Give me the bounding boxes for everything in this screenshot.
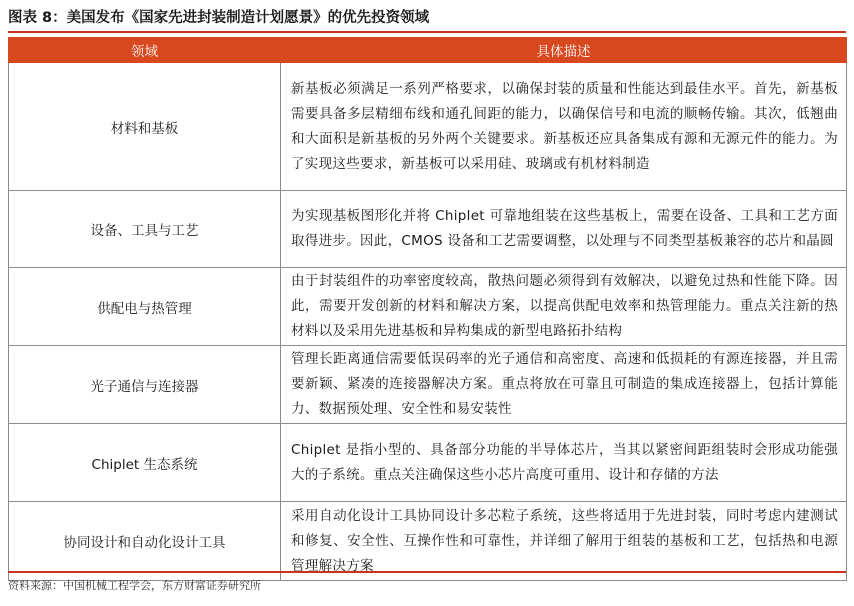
table-row — [9, 346, 847, 424]
table-row — [9, 63, 847, 191]
footer-divider — [8, 571, 846, 573]
description-cell: 为实现基板图形化并将 Chiplet 可靠地组装在这些基板上，需要在设备、工具和工艺方面取得进步。因此，CMOS 设备和工艺需要调整，以处理与不同类型基板兼容的芯片和晶圆 — [281, 191, 847, 268]
field-cell: 供配电与热管理 — [9, 268, 281, 346]
field-cell: 光子通信与连接器 — [9, 346, 281, 424]
description-cell: Chiplet 是指小型的、具备部分功能的半导体芯片，当其以紧密间距组装时会形成功能强大的子系统。重点关注确保这些小芯片高度可重用、设计和存储的方法 — [281, 424, 847, 502]
field-cell: 材料和基板 — [9, 63, 281, 191]
description-cell: 新基板必须满足一系列严格要求，以确保封装的质量和性能达到最佳水平。首先，新基板需要具备多层精细布线和通孔间距的能力，以确保信号和电流的顺畅传输。其次，低翘曲和大面积是新基板的另外两个关键要求。新基板还应具备集成有源和无源元件的能力。为了实现这些要求，新基板可以采用硅、玻璃或有机材料制造 — [281, 63, 847, 191]
field-cell: Chiplet 生态系统 — [9, 424, 281, 502]
column-header-description: 具体描述 — [281, 38, 847, 63]
table-row — [9, 191, 847, 268]
field-cell: 设备、工具与工艺 — [9, 191, 281, 268]
column-header-field: 领域 — [9, 38, 281, 63]
description-cell: 由于封装组件的功率密度较高，散热问题必须得到有效解决，以避免过热和性能下降。因此，需要开发创新的材料和解决方案，以提高供配电效率和热管理能力。重点关注新的热材料以及采用先进基板和异构集成的新型电路拓扑结构 — [281, 268, 847, 346]
description-cell: 采用自动化设计工具协同设计多芯粒子系统，这些将适用于先进封装，同时考虑内建测试和修复、安全性、互操作性和可靠性，并详细了解用于组装的基板和工艺，包括热和电源管理解决方案 — [281, 502, 847, 581]
table-header-row — [9, 38, 847, 63]
field-cell: 协同设计和自动化设计工具 — [9, 502, 281, 581]
table-row — [9, 268, 847, 346]
source-note: 资料来源：中国机械工程学会，东方财富证券研究所 — [8, 579, 261, 592]
title-divider — [8, 31, 846, 33]
figure-title: 图表 8：美国发布《国家先进封装制造计划愿景》的优先投资领域 — [8, 10, 430, 26]
description-cell: 管理长距离通信需要低误码率的光子通信和高密度、高速和低损耗的有源连接器，并且需要新颖、紧凑的连接器解决方案。重点将放在可靠且可制造的集成连接器上，包括计算能力、数据预处理、安全性和易安装性 — [281, 346, 847, 424]
priority-areas-table — [8, 37, 847, 581]
table-row — [9, 502, 847, 581]
table-row — [9, 424, 847, 502]
